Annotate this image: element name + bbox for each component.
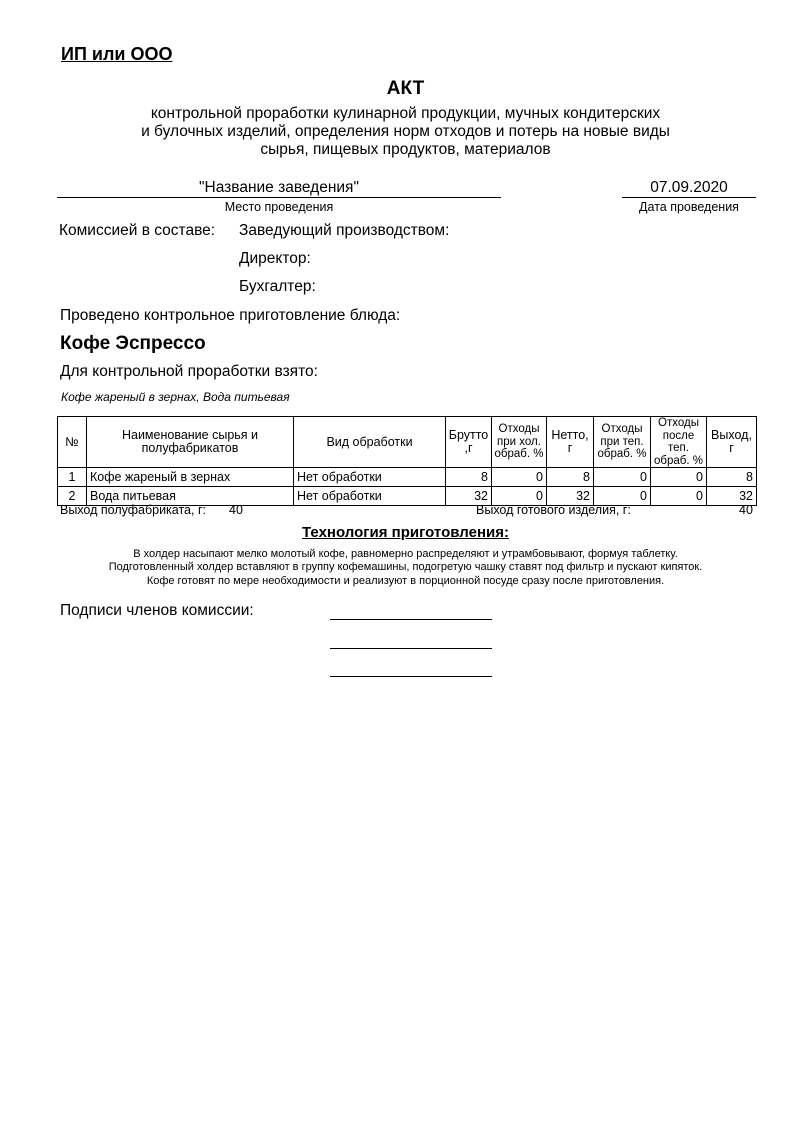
technology-line: В холдер насыпают мелко молотый кофе, равномерно распределяют и утрамбовывают, формуя таблетку. <box>133 548 678 560</box>
date-caption: Дата проведения <box>639 200 739 214</box>
col-header-name: Наименование сырья и полуфабрикатов <box>87 417 294 468</box>
cell-num: 2 <box>58 487 87 506</box>
cell-gross: 32 <box>446 487 492 506</box>
technology-heading: Технология приготовления: <box>302 524 509 541</box>
commission-member: Директор: <box>239 250 311 267</box>
signatures-label: Подписи членов комиссии: <box>60 602 254 619</box>
technology-text <box>0 548 793 588</box>
semi-yield-value: 40 <box>229 503 243 517</box>
col-header-waste-after-heat: Отходы после теп. обраб. % <box>651 417 707 468</box>
subtitle-line: сырья, пищевых продуктов, материалов <box>260 141 551 158</box>
table-row <box>58 468 757 487</box>
signature-line <box>330 676 492 677</box>
cell-waste-after-heat: 0 <box>651 468 707 487</box>
final-yield-value: 40 <box>739 503 753 517</box>
organization-name: ИП или ООО <box>61 44 173 64</box>
technology-line: Подготовленный холдер вставляют в группу кофемашины, подогретую чашку ставят под фильтр и пускают кипяток. <box>108 561 703 574</box>
table-header-row <box>58 417 757 468</box>
final-yield-label: Выход готового изделия, г: <box>476 503 631 517</box>
document-title: АКТ <box>386 78 425 99</box>
cell-waste-after-heat: 0 <box>651 487 707 506</box>
dish-name: Кофе Эспрессо <box>60 333 206 354</box>
cell-num: 1 <box>58 468 87 487</box>
col-header-num: № <box>58 417 87 468</box>
cell-name: Кофе жареный в зернах <box>87 468 294 487</box>
place-value: "Название заведения" <box>199 179 359 196</box>
col-header-waste-cold: Отходы при хол. обраб. % <box>492 417 547 468</box>
cell-processing: Нет обработки <box>294 487 446 506</box>
commission-member: Бухгалтер: <box>239 278 316 295</box>
col-header-gross: Брутто ,г <box>446 417 492 468</box>
subtitle-line: и булочных изделий, определения норм отходов и потерь на новые виды <box>141 123 670 140</box>
ingredients-summary: Кофе жареный в зернах, Вода питьевая <box>61 390 290 404</box>
cell-output: 32 <box>707 487 757 506</box>
col-header-waste-heat: Отходы при теп. обраб. % <box>594 417 651 468</box>
cell-output: 8 <box>707 468 757 487</box>
preparation-text: Проведено контрольное приготовление блюда: <box>60 307 401 324</box>
cell-processing: Нет обработки <box>294 468 446 487</box>
cell-waste-heat: 0 <box>594 468 651 487</box>
signature-line <box>330 648 492 649</box>
cell-waste-cold: 0 <box>492 487 547 506</box>
technology-line: Кофе готовят по мере необходимости и реализуют в порционной посуде сразу после приготовления. <box>146 574 665 587</box>
signature-line <box>330 619 492 620</box>
cell-gross: 8 <box>446 468 492 487</box>
col-header-net: Нетто, г <box>547 417 594 468</box>
semi-yield-label: Выход полуфабриката, г: <box>60 503 206 517</box>
subtitle-line: контрольной проработки кулинарной продукции, мучных кондитерских <box>150 105 661 122</box>
ingredients-table <box>57 416 757 506</box>
col-header-output: Выход, г <box>707 417 757 468</box>
taken-label: Для контрольной проработки взято: <box>60 363 318 380</box>
cell-waste-heat: 0 <box>594 487 651 506</box>
cell-waste-cold: 0 <box>492 468 547 487</box>
cell-name: Вода питьевая <box>87 487 294 506</box>
place-caption: Место проведения <box>224 200 334 214</box>
col-header-processing: Вид обработки <box>294 417 446 468</box>
commission-label: Комиссией в составе: <box>59 222 216 239</box>
date-underline <box>622 197 756 198</box>
date-value: 07.09.2020 <box>650 179 728 196</box>
cell-net: 32 <box>547 487 594 506</box>
cell-net: 8 <box>547 468 594 487</box>
place-underline <box>57 197 501 198</box>
commission-member: Заведующий производством: <box>239 222 450 239</box>
document-subtitle <box>0 105 793 159</box>
